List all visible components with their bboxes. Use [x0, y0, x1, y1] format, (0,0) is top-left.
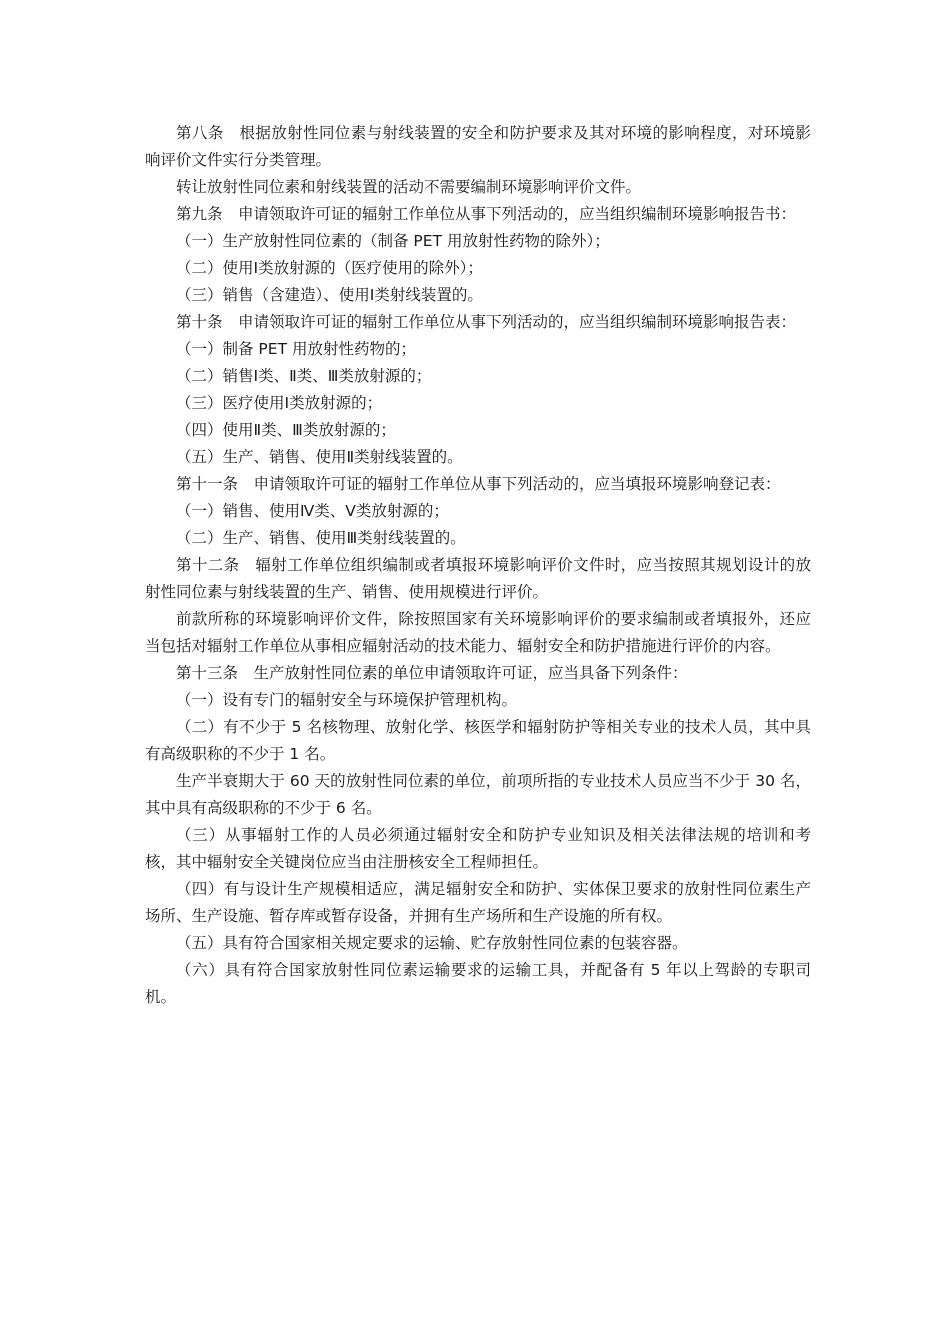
list-item: （三）销售（含建造）、使用Ⅰ类射线装置的。: [176, 286, 483, 304]
paragraph-article-12: 第十二条 辐射工作单位组织编制或者填报环境影响评价文件时，应当按照其规划设计的放射性同位素与射线装置的生产、销售、使用规模进行评价。: [145, 556, 811, 601]
list-item: （三）从事辐射工作的人员必须通过辐射安全和防护专业知识及相关法律法规的培训和考核，其中辐射安全关键岗位应当由注册核安全工程师担任。: [145, 826, 811, 871]
list-item: （三）医疗使用Ⅰ类放射源的；: [176, 394, 383, 412]
list-item: （二）有不少于 5 名核物理、放射化学、核医学和辐射防护等相关专业的技术人员，其中具有高级职称的不少于 1 名。: [145, 718, 811, 763]
list-item: （一）设有专门的辐射安全与环境保护管理机构。: [176, 691, 518, 709]
list-item: （一）制备 PET 用放射性药物的；: [176, 340, 416, 358]
paragraph-article-11: 第十一条 申请领取许可证的辐射工作单位从事下列活动的，应当填报环境影响登记表：: [176, 475, 781, 493]
list-item: （五）生产、销售、使用Ⅱ类射线装置的。: [176, 448, 463, 466]
paragraph-article-13: 第十三条 生产放射性同位素的单位申请领取许可证，应当具备下列条件：: [176, 664, 688, 682]
paragraph-article-9: 第九条 申请领取许可证的辐射工作单位从事下列活动的，应当组织编制环境影响报告书：: [176, 205, 797, 223]
list-item: （一）销售、使用Ⅳ类、Ⅴ类放射源的；: [176, 502, 449, 520]
list-item: （二）生产、销售、使用Ⅲ类射线装置的。: [176, 529, 466, 547]
paragraph: 转让放射性同位素和射线装置的活动不需要编制环境影响评价文件。: [176, 178, 642, 196]
list-item: （四）使用Ⅱ类、Ⅲ类放射源的；: [176, 421, 396, 439]
list-item: （一）生产放射性同位素的（制备 PET 用放射性药物的除外）；: [176, 232, 610, 250]
list-item: （五）具有符合国家相关规定要求的运输、贮存放射性同位素的包装容器。: [176, 934, 688, 952]
list-item: （二）销售Ⅰ类、Ⅱ类、Ⅲ类放射源的；: [176, 367, 432, 385]
list-item: （四）有与设计生产规模相适应，满足辐射安全和防护、实体保卫要求的放射性同位素生产场所、生产设施、暂存库或暂存设备，并拥有生产场所和生产设施的所有权。: [145, 880, 811, 925]
paragraph: 生产半衰期大于 60 天的放射性同位素的单位，前项所指的专业技术人员应当不少于 30 名，其中具有高级职称的不少于 6 名。: [145, 772, 811, 817]
regulation-text: [145, 120, 811, 1011]
list-item: （六）具有符合国家放射性同位素运输要求的运输工具，并配备有 5 年以上驾龄的专职司机。: [145, 961, 811, 1006]
paragraph-article-8: 第八条 根据放射性同位素与射线装置的安全和防护要求及其对环境的影响程度，对环境影响评价文件实行分类管理。: [145, 124, 811, 169]
paragraph: 前款所称的环境影响评价文件，除按照国家有关环境影响评价的要求编制或者填报外，还应当包括对辐射工作单位从事相应辐射活动的技术能力、辐射安全和防护措施进行评价的内容。: [145, 610, 811, 655]
paragraph-article-10: 第十条 申请领取许可证的辐射工作单位从事下列活动的，应当组织编制环境影响报告表：: [176, 313, 797, 331]
list-item: （二）使用Ⅰ类放射源的（医疗使用的除外）；: [176, 259, 483, 277]
